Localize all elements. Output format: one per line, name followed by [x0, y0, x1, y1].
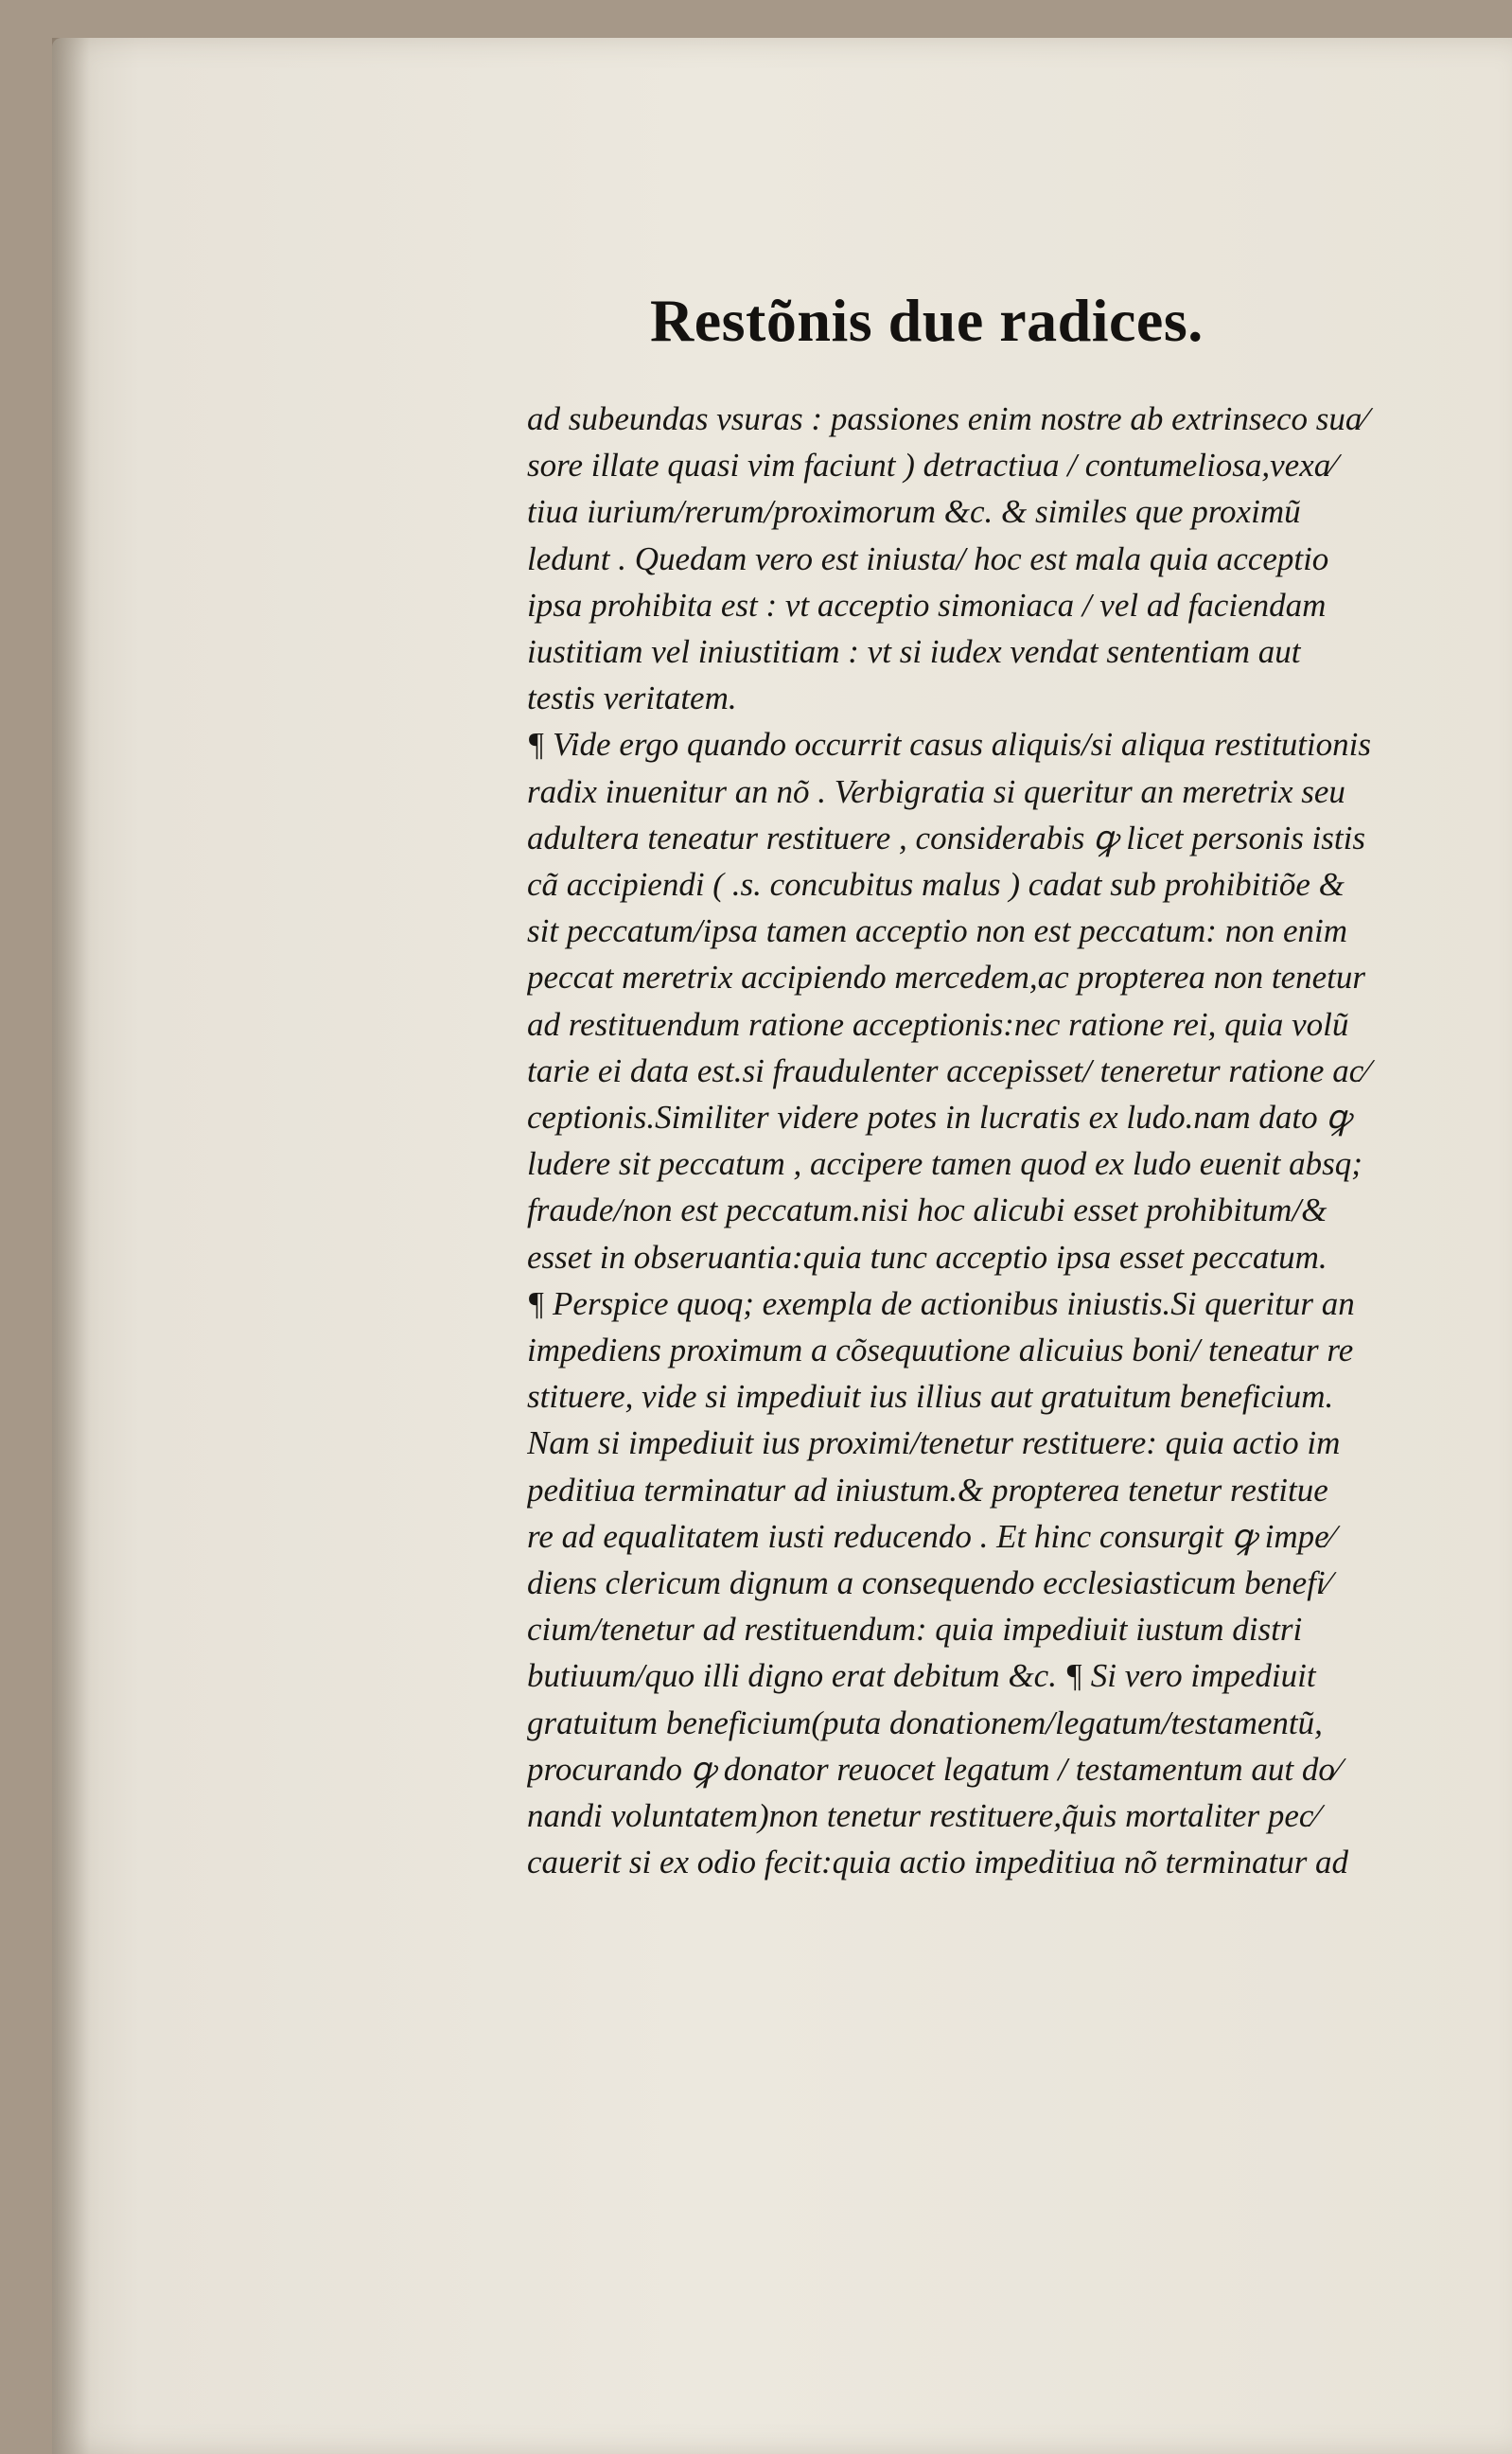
text-line: esset in obseruantia:quia tunc acceptio ipsa esset peccatum.: [527, 1238, 1327, 1276]
text-line: ad subeundas vsuras : passiones enim nostre ab extrinseco sua∕: [527, 400, 1368, 437]
text-line: impediens proximum a cõsequutione alicuius boni/ teneatur re: [527, 1332, 1354, 1369]
text-line: butiuum/quo illi digno erat debitum &c. ¶ Si vero impediuit: [527, 1657, 1316, 1695]
text-line: stituere, vide si impediuit ius illius aut gratuitum beneficium.: [527, 1378, 1334, 1416]
text-line: radix inuenitur an nõ . Verbigratia si queritur an meretrix seu: [527, 772, 1345, 810]
text-line: tiua iurium/rerum/proximorum &c. & similes que proximũ: [527, 493, 1301, 531]
text-line: gratuitum beneficium(puta donationem/legatum/testamentũ,: [527, 1704, 1323, 1741]
text-line: Nam si impediuit ius proximi/tenetur restituere: quia actio im: [527, 1424, 1341, 1462]
text-line: testis veritatem.: [527, 680, 737, 717]
text-line: peditiua terminatur ad iniustum.& propterea tenetur restitue: [527, 1471, 1328, 1509]
body-text: [527, 396, 1473, 1886]
text-line: procurando ꝙ donator reuocet legatum / testamentum aut do∕: [527, 1750, 1341, 1788]
text-line: peccat meretrix accipiendo mercedem,ac propterea non tenetur: [527, 959, 1366, 997]
text-line: ludere sit peccatum , accipere tamen quod ex ludo euenit absq;: [527, 1145, 1363, 1183]
running-head: Restõnis due radices.: [650, 287, 1204, 354]
text-line: ¶ Vide ergo quando occurrit casus aliquis/si aliqua restitutionis: [527, 726, 1371, 764]
text-line: nandi voluntatem)non tenetur restituere,q̃uis mortaliter pec∕: [527, 1797, 1320, 1835]
text-line: adultera teneatur restituere , considerabis ꝙ licet personis istis: [527, 819, 1365, 856]
text-line: ad restituendum ratione acceptionis:nec ratione rei, quia volũ: [527, 1005, 1349, 1043]
text-line: cium/tenetur ad restituendum: quia impediuit iustum distri: [527, 1611, 1303, 1649]
text-line: cã accipiendi ( .s. concubitus malus ) cadat sub prohibitiõe &: [527, 866, 1345, 904]
text-line: ledunt . Quedam vero est iniusta/ hoc est mala quia acceptio: [527, 539, 1329, 577]
text-line: ipsa prohibita est : vt acceptio simoniaca / vel ad faciendam: [527, 586, 1327, 624]
text-line: iustitiam vel iniustitiam : vt si iudex vendat sententiam aut: [527, 633, 1301, 671]
text-line: cauerit si ex odio fecit:quia actio impeditiua nõ terminatur ad: [527, 1844, 1349, 1881]
text-line: sit peccatum/ipsa tamen acceptio non est peccatum: non enim: [527, 912, 1348, 950]
gutter-shadow: [52, 38, 90, 2454]
text-line: fraude/non est peccatum.nisi hoc alicubi esset prohibitum/&: [527, 1192, 1327, 1229]
text-line: diens clericum dignum a consequendo ecclesiasticum benefi∕: [527, 1564, 1331, 1602]
text-line: ¶ Perspice quoq; exempla de actionibus iniustis.Si queritur an: [527, 1284, 1355, 1322]
text-line: re ad equalitatem iusti reducendo . Et hinc consurgit ꝙ impe∕: [527, 1517, 1335, 1555]
text-line: tarie ei data est.si fraudulenter accepisset/ teneretur ratione ac∕: [527, 1051, 1370, 1089]
text-line: sore illate quasi vim faciunt ) detractiua / contumeliosa,vexa∕: [527, 447, 1337, 485]
book-page: [52, 38, 1512, 2454]
text-line: ceptionis.Similiter videre potes in lucratis ex ludo.nam dato ꝙ: [527, 1099, 1351, 1137]
